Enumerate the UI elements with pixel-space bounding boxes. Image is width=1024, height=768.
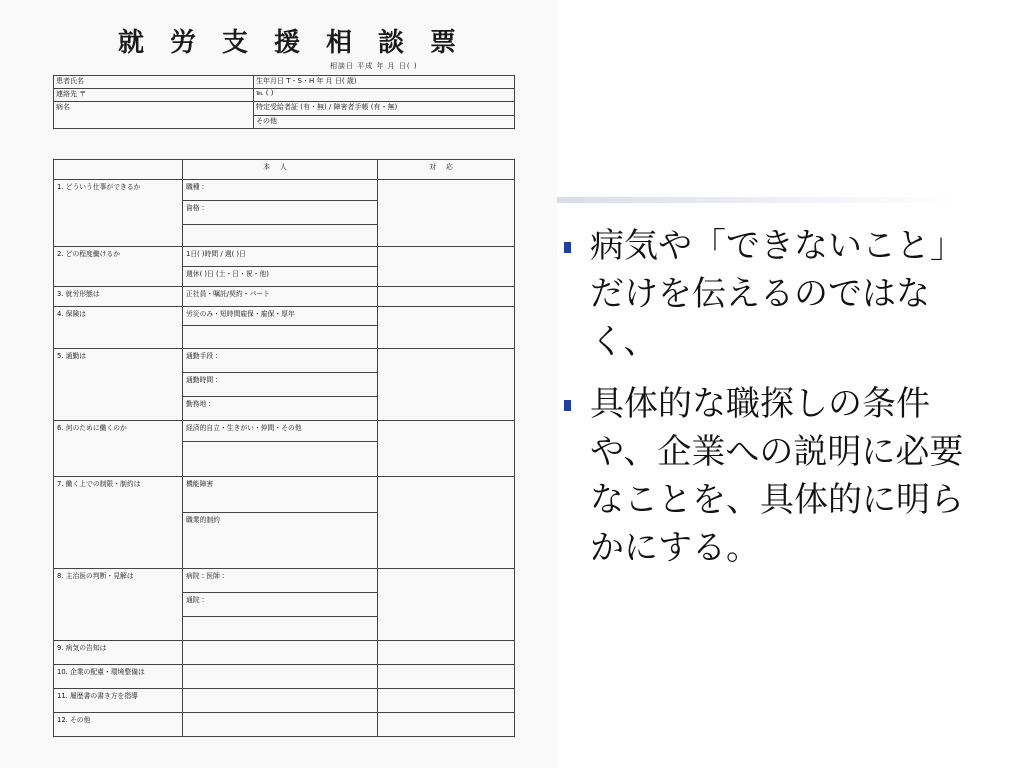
- header-cell: 生年月日 T・S・H 年 月 日( 歳): [254, 76, 515, 89]
- section-row: [54, 688, 515, 712]
- section-field: [183, 326, 378, 349]
- section-row: [54, 640, 515, 664]
- section-row: [54, 477, 515, 512]
- section-label: 3. 就労形態は: [54, 286, 183, 306]
- response-cell: [378, 247, 515, 287]
- section-row: [54, 349, 515, 373]
- response-cell: [378, 477, 515, 569]
- section-label: 12. その他: [54, 712, 183, 736]
- header-cell: 病名: [54, 102, 254, 129]
- header-cell: 連絡先 〒: [54, 89, 254, 102]
- response-cell: [378, 179, 515, 247]
- response-cell: [378, 640, 515, 664]
- title-divider: [557, 197, 957, 203]
- response-cell: [378, 420, 515, 476]
- section-field: 1日( )時間 / 週( )日: [183, 247, 378, 267]
- section-field: [183, 616, 378, 640]
- section-row: [54, 569, 515, 593]
- bullet-item: [560, 222, 980, 366]
- column-header: 対応: [378, 160, 515, 180]
- header-cell: ℡ ( ): [254, 89, 515, 102]
- column-header-row: [54, 160, 515, 180]
- form-title: 就労支援相談票: [118, 28, 483, 58]
- section-field: 週休( )日 (土・日・祝・他): [183, 267, 378, 287]
- section-label: 1. どういう仕事ができるか: [54, 179, 183, 247]
- section-row: [54, 286, 515, 306]
- column-header: [54, 160, 183, 180]
- section-row: [54, 712, 515, 736]
- section-field: 勤務地 :: [183, 396, 378, 420]
- bullet-square-icon: [564, 400, 571, 411]
- header-cell: 患者氏名: [54, 76, 254, 89]
- section-field: [183, 664, 378, 688]
- form-header-table: [53, 75, 515, 129]
- header-cell: 特定受給者証 (有・無) / 障害者手帳 (有・無): [254, 102, 515, 116]
- bullet-item: [560, 380, 980, 572]
- header-cell: その他: [254, 115, 515, 129]
- section-field: 職業的制約: [183, 512, 378, 568]
- bullet-list: [560, 222, 980, 586]
- column-header: 本人: [183, 160, 378, 180]
- section-field: 通勤時間 :: [183, 372, 378, 396]
- response-cell: [378, 688, 515, 712]
- section-field: 通院 :: [183, 592, 378, 616]
- section-label: 2. どの程度働けるか: [54, 247, 183, 287]
- section-label: 8. 主治医の判断・見解は: [54, 569, 183, 641]
- response-cell: [378, 349, 515, 421]
- bullet-text: 病気や「できないこと」だけを伝えるのではなく、: [590, 226, 964, 362]
- response-cell: [378, 664, 515, 688]
- section-label: 11. 履歴書の書き方を指導: [54, 688, 183, 712]
- header-row: [54, 89, 515, 102]
- section-field: 病院 : 医師 :: [183, 569, 378, 593]
- section-label: 5. 通勤は: [54, 349, 183, 421]
- section-row: [54, 179, 515, 200]
- section-field: 機能障害: [183, 477, 378, 512]
- section-field: 資格 :: [183, 200, 378, 224]
- section-label: 9. 病気の告知は: [54, 640, 183, 664]
- section-field: 通勤手段 :: [183, 349, 378, 373]
- section-field: 職種 :: [183, 179, 378, 200]
- section-field: [183, 224, 378, 247]
- section-row: [54, 247, 515, 267]
- section-label: 7. 働く上での制限・制約は: [54, 477, 183, 569]
- response-cell: [378, 569, 515, 641]
- response-cell: [378, 286, 515, 306]
- response-cell: [378, 712, 515, 736]
- section-field: [183, 688, 378, 712]
- section-field: [183, 442, 378, 477]
- section-row: [54, 664, 515, 688]
- section-label: 10. 企業の配慮・環境整備は: [54, 664, 183, 688]
- consult-date: 相談日 平成 年 月 日( ): [330, 62, 418, 70]
- bullet-square-icon: [564, 242, 571, 253]
- header-row: [54, 102, 515, 116]
- section-label: 4. 保険は: [54, 306, 183, 348]
- response-cell: [378, 306, 515, 348]
- form-main-table: [53, 159, 515, 737]
- section-field: 正社員・嘱託/契約・パート: [183, 286, 378, 306]
- section-row: [54, 420, 515, 441]
- section-field: [183, 640, 378, 664]
- section-field: 労災のみ・短時間雇保・雇保・厚年: [183, 306, 378, 326]
- header-row: [54, 76, 515, 89]
- bullet-text: 具体的な職探しの条件や、企業への説明に必要なことを、具体的に明らかにする。: [590, 384, 964, 568]
- section-row: [54, 306, 515, 326]
- section-field: [183, 712, 378, 736]
- section-label: 6. 何のために働くのか: [54, 420, 183, 476]
- section-field: 経済的自立・生きがい・仲間・その他: [183, 420, 378, 441]
